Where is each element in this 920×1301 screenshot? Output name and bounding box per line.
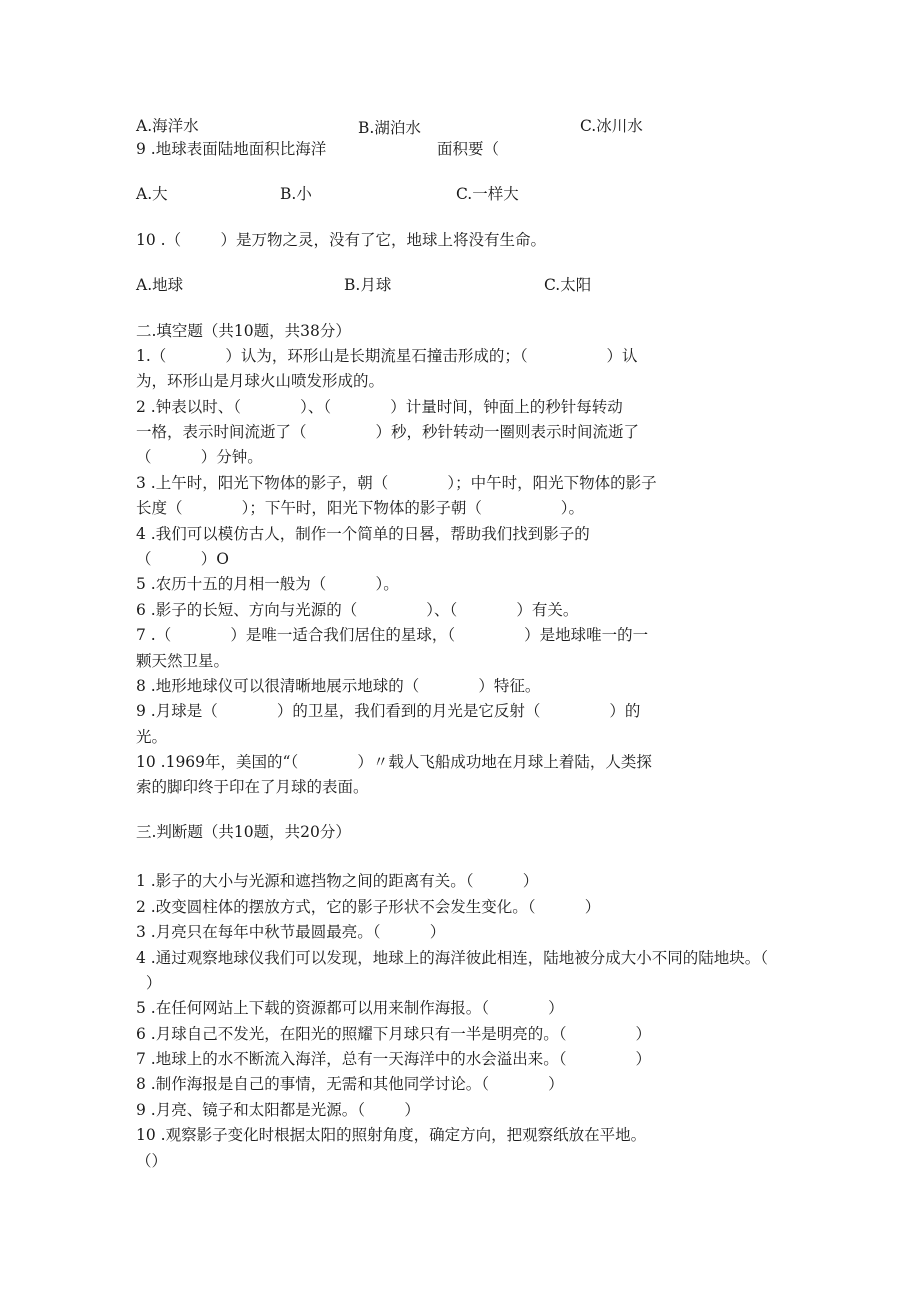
judge-line: 10 .观察影子变化时根据太阳的照射角度，确定方向，把观察纸放在平地。 [136, 1126, 647, 1144]
fill-line: 颗天然卫星。 [136, 652, 230, 670]
fill-line: 为，环形山是月球火山喷发形成的。 [136, 372, 385, 390]
judge-line: （） [136, 1152, 168, 1170]
q9-option-b: B.小 [280, 185, 312, 203]
judge-line: 6 .月球自己不发光，在阳光的照耀下月球只有一半是明亮的。（ ） [136, 1025, 651, 1043]
fill-line: （ ）O [136, 550, 229, 568]
judge-line: 5 .在任何网站上下载的资源都可以用来制作海报。（ ） [136, 999, 564, 1017]
q9-option-a: A.大 [136, 185, 168, 203]
q8-option-a: A.海洋水 [136, 117, 199, 135]
fill-line: 长度（ ）；下午时，阳光下物体的影子朝（ ）。 [136, 499, 584, 517]
judge-line: 7 .地球上的水不断流入海洋，总有一天海洋中的水会溢出来。（ ） [136, 1050, 651, 1068]
fill-line: 6 .影子的长短、方向与光源的（ ）、（ ）有关。 [136, 601, 579, 619]
section2-heading: 二.填空题（共10题，共38分） [136, 322, 351, 340]
judge-line: 3 .月亮只在每年中秋节最圆最亮。（ ） [136, 923, 446, 941]
q10-option-c: C.太阳 [544, 276, 592, 294]
q10-option-b: B.月球 [344, 276, 392, 294]
q10-text: 10 .（ ）是万物之灵，没有了它，地球上将没有生命。 [136, 231, 546, 249]
judge-line: 9 .月亮、镜子和太阳都是光源。（ ） [136, 1101, 420, 1119]
section3-heading: 三.判断题（共10题，共20分） [136, 823, 351, 841]
q10-option-a: A.地球 [136, 276, 184, 294]
q8-option-b: B.湖泊水 [358, 119, 421, 137]
judge-line: 1 .影子的大小与光源和遮挡物之间的距离有关。（ ） [136, 872, 539, 890]
fill-line: 9 .月球是（ ）的卫星，我们看到的月光是它反射（ ）的 [136, 702, 641, 720]
q9-text-tail: 面积要（ [437, 140, 500, 158]
fill-line: 1.（ ）认为，环形山是长期流星石撞击形成的；（ ）认 [136, 347, 638, 365]
fill-line: 4 .我们可以模仿古人，制作一个简单的日晷，帮助我们找到影子的 [136, 525, 590, 543]
fill-line: 一格，表示时间流逝了（ ）秒，秒针转动一圈则表示时间流逝了 [136, 423, 639, 441]
fill-line: 5 .农历十五的月相一般为（ ）。 [136, 575, 399, 593]
fill-line: 2 .钟表以时、（ ）、（ ）计量时间，钟面上的秒针每转动 [136, 398, 623, 416]
judge-line: 2 .改变圆柱体的摆放方式，它的影子形状不会发生变化。（ ） [136, 898, 601, 916]
judge-line: ） [136, 974, 162, 992]
fill-line: 3 .上午时，阳光下物体的影子，朝（ ）；中午时，阳光下物体的影子 [136, 474, 657, 492]
fill-line: 8 .地形地球仪可以很清晰地展示地球的（ ）特征。 [136, 677, 541, 695]
fill-line: 7 .（ ）是唯一适合我们居住的星球，（ ）是地球唯一的一 [136, 626, 649, 644]
judge-line: 8 .制作海报是自己的事情，无需和其他同学讨论。（ ） [136, 1075, 564, 1093]
fill-line: 索的脚印终于印在了月球的表面。 [136, 778, 369, 796]
fill-line: 光。 [136, 728, 168, 746]
fill-line: 10 .1969年，美国的“（ ）〃载人飞船成功地在月球上着陆，人类探 [136, 753, 652, 771]
q8-option-c: C.冰川水 [580, 117, 643, 135]
fill-line: （ ）分钟。 [136, 448, 263, 466]
judge-line: 4 .通过观察地球仪我们可以发现，地球上的海洋彼此相连，陆地被分成大小不同的陆地块。（ [136, 949, 768, 967]
q9-option-c: C.一样大 [456, 185, 519, 203]
q9-text: 9 .地球表面陆地面积比海洋 [136, 140, 327, 158]
